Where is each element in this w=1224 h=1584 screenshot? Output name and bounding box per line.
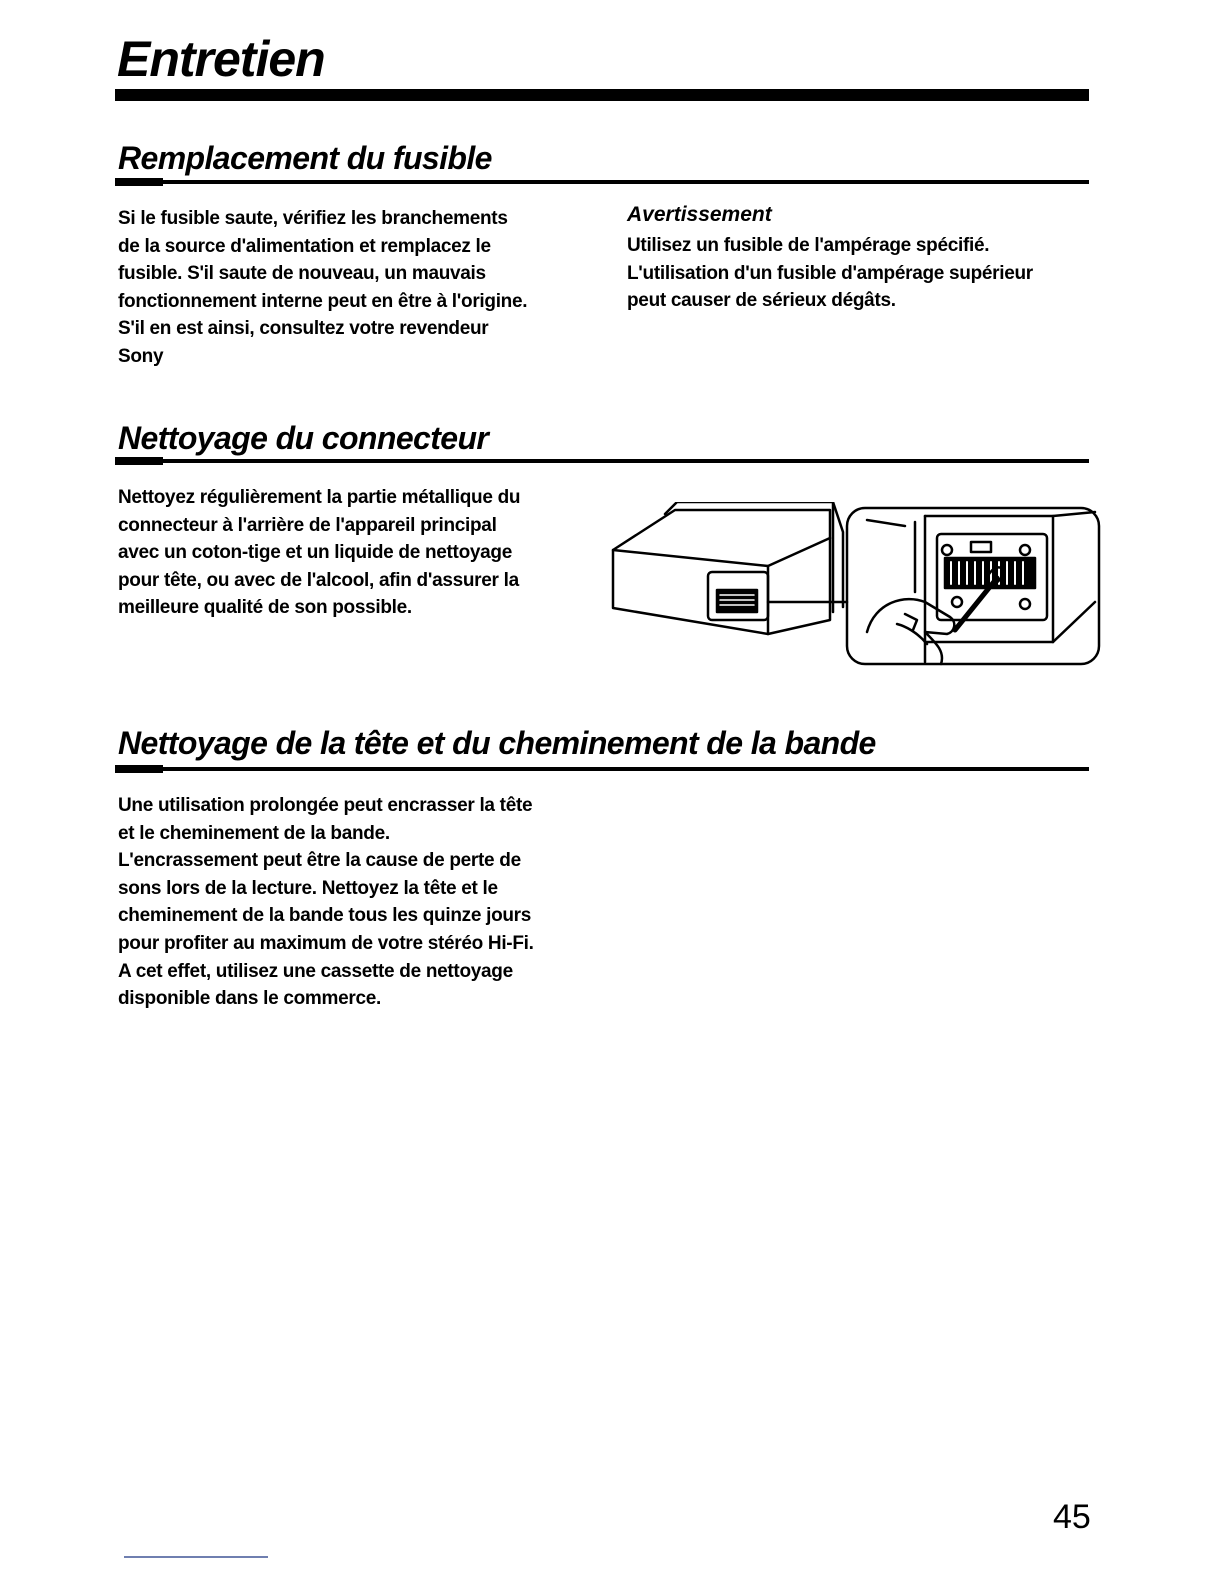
head-paragraph	[118, 792, 534, 1013]
fuse-line: fonctionnement interne peut en être à l'origine.	[118, 290, 528, 312]
head-line: L'encrassement peut être la cause de perte de	[118, 850, 521, 872]
connector-closeup-drawing	[847, 508, 1099, 664]
head-line: sons lors de la lecture. Nettoyez la tête et le	[118, 877, 498, 899]
head-line: Une utilisation prolongée peut encrasser la tête	[118, 795, 533, 816]
connector-cleaning-illustration	[605, 502, 1105, 668]
connector-line: pour tête, ou avec de l'alcool, afin d'assurer la	[118, 569, 519, 591]
section-title-fuse: Remplacement du fusible	[118, 140, 492, 176]
section-title-connector: Nettoyage du connecteur	[118, 420, 489, 456]
warning-line: L'utilisation d'un fusible d'ampérage supérieur	[627, 262, 1033, 284]
warning-line: Utilisez un fusible de l'ampérage spécifié.	[627, 235, 990, 256]
title-rule	[115, 89, 1089, 101]
head-line: A cet effet, utilisez une cassette de nettoyage	[118, 960, 513, 982]
fuse-paragraph	[118, 205, 527, 371]
head-line: disponible dans le commerce.	[118, 988, 381, 1010]
warning-line: peut causer de sérieux dégâts.	[627, 290, 896, 312]
section-title-head: Nettoyage de la tête et du cheminement de la bande	[118, 725, 876, 761]
section-rule-fuse	[115, 180, 1089, 184]
fuse-line: de la source d'alimentation et remplacez le	[118, 235, 491, 257]
head-unit-drawing	[613, 502, 847, 634]
fuse-line: Si le fusible saute, vérifiez les branchements	[118, 208, 508, 229]
section-rule-head	[115, 767, 1089, 771]
warning-title: Avertissement	[627, 203, 772, 226]
head-line: pour profiter au maximum de votre stéréo Hi-Fi.	[118, 932, 534, 954]
page-number: 45	[1053, 1498, 1091, 1536]
head-line: cheminement de la bande tous les quinze jours	[118, 905, 532, 927]
page-title: Entretien	[117, 31, 325, 87]
fuse-line: Sony	[118, 345, 164, 367]
connector-line: connecteur à l'arrière de l'appareil principal	[118, 514, 497, 536]
footer-rule	[124, 1556, 268, 1558]
connector-line: avec un coton-tige et un liquide de nettoyage	[118, 542, 512, 564]
section-rule-connector	[115, 459, 1089, 463]
warning-paragraph	[627, 232, 1033, 315]
connector-line: Nettoyez régulièrement la partie métallique du	[118, 487, 521, 508]
head-line: et le cheminement de la bande.	[118, 822, 390, 844]
fuse-line: S'il en est ainsi, consultez votre revendeur	[118, 318, 489, 340]
connector-line: meilleure qualité de son possible.	[118, 597, 412, 619]
fuse-line: fusible. S'il saute de nouveau, un mauvais	[118, 263, 486, 285]
connector-paragraph	[118, 484, 520, 622]
